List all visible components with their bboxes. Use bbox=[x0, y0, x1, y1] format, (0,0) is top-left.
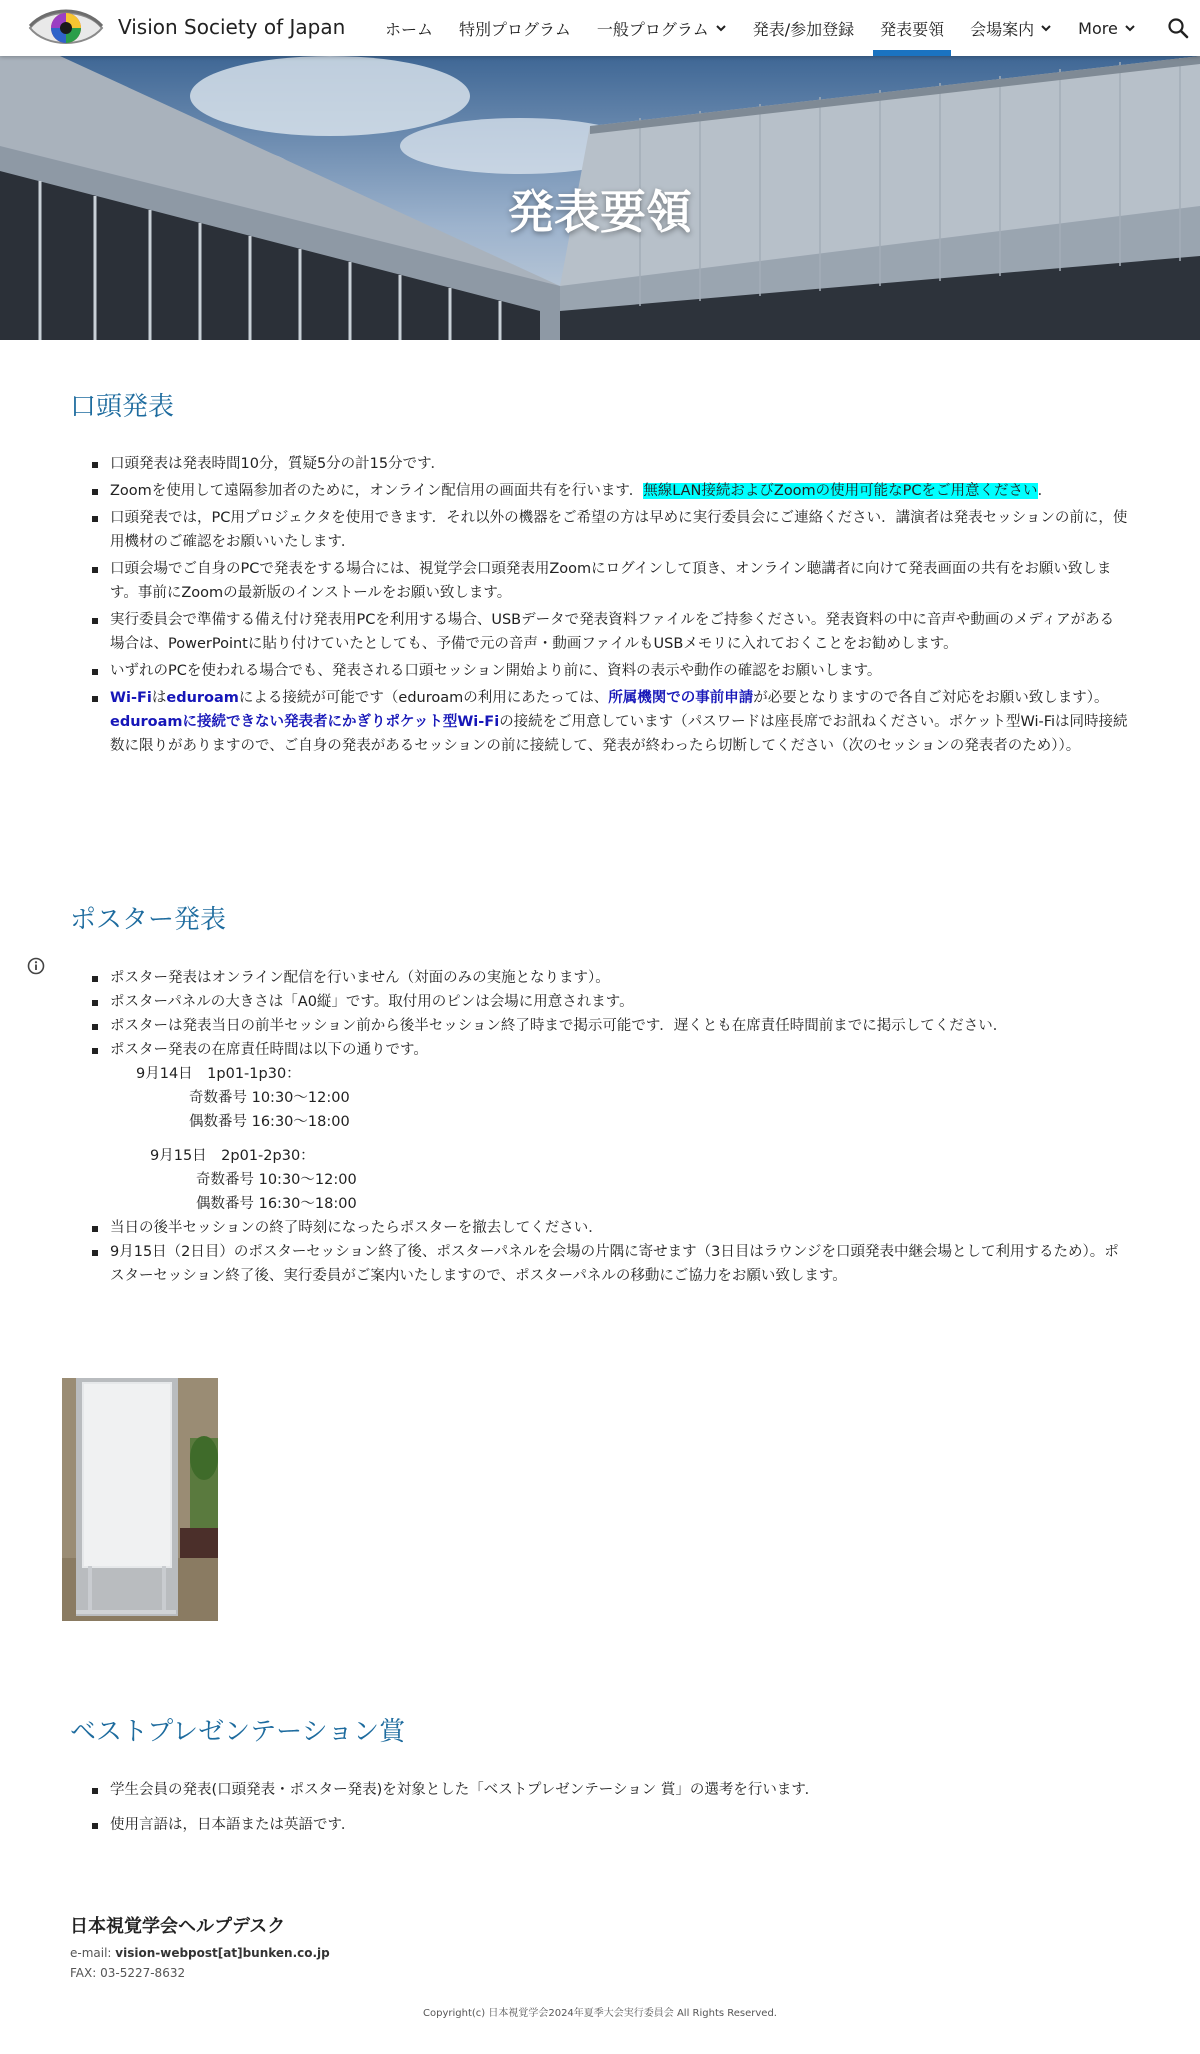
eduroam-link[interactable]: eduroam bbox=[166, 690, 239, 706]
list-item-text: Zoomを使用して遠隔参加者のために，オンライン配信用の画面共有を行います． bbox=[110, 483, 644, 499]
oral-guidelines-list bbox=[88, 452, 1128, 758]
schedule-day1-even: 偶数番号 16:30〜18:00 bbox=[189, 1114, 350, 1130]
helpdesk-title: 日本視覚学会ヘルプデスク bbox=[70, 1916, 286, 1937]
award-guidelines-list bbox=[88, 1778, 1128, 1837]
page-title: 発表要領 bbox=[508, 185, 692, 239]
nav-item-more[interactable] bbox=[1065, 0, 1149, 56]
list-item-text: ポスターは発表当日の前半セッション前から後半セッション終了時まで掲示可能です．遅くとも在席責任時間前までに掲示してください． bbox=[110, 1018, 1008, 1034]
section-heading-poster: ポスター発表 bbox=[70, 905, 227, 935]
list-item bbox=[88, 659, 1128, 683]
list-item-text: 口頭発表は発表時間10分，質疑5分の計15分です． bbox=[110, 456, 445, 472]
email-label: e-mail: bbox=[70, 1946, 116, 1960]
list-item-text: 当日の後半セッションの終了時刻になったらポスターを撤去してください． bbox=[110, 1220, 603, 1236]
hero-banner bbox=[0, 56, 1200, 340]
list-item bbox=[88, 506, 1128, 554]
schedule-day2-even: 偶数番号 16:30〜18:00 bbox=[196, 1196, 357, 1212]
wifi-link[interactable]: Wi-Fi bbox=[110, 690, 152, 706]
list-item-text: 口頭会場でご自身のPCで発表をする場合には、視覚学会口頭発表用Zoomにログインして頂き、オンライン聴講者に向けて発表画面の共有をお願い致します。事前にZoomの最新版のインストールをお願い致します。 bbox=[110, 561, 1112, 601]
list-item-text: ポスター発表の在席責任時間は以下の通りです。 bbox=[110, 1042, 428, 1058]
schedule-day1-title: 9月14日 1p01‐1p30： bbox=[136, 1066, 301, 1082]
schedule-day2-odd: 奇数番号 10:30〜12:00 bbox=[196, 1172, 357, 1188]
chevron-down-icon[interactable] bbox=[1040, 22, 1052, 34]
list-item-text: 9月15日（2日目）のポスターセッション終了後、ポスターパネルを会場の片隅に寄せます（3日目はラウンジを口頭発表中継会場として利用するため）。ポスターセッション終了後、実行委員がご案内いたしますので、ポスターパネルの移動にご協力をお願い致します。 bbox=[110, 1244, 1119, 1284]
schedule-day1-odd: 奇数番号 10:30〜12:00 bbox=[189, 1090, 350, 1106]
list-item-text: の接続をご用意しています（パスワードは座長席でお訊ねください。ポケット型Wi-Fiは同時接続数に限りがありますので、ご自身の発表があるセッションの前に接続して、発表が終わったら切断してください（次のセッションの発表者のため））。 bbox=[110, 714, 1128, 754]
nav-item-label: 一般プログラム bbox=[596, 19, 709, 39]
list-item-text: が必要となりますので各自ご対応をお願い致します）。 bbox=[753, 690, 1109, 706]
list-item-text: は bbox=[151, 690, 167, 706]
list-item-text: 口頭発表では，PC用プロジェクタを使用できます．それ以外の機器をご希望の方は早めに実行委員会にご連絡ください．講演者は発表セッションの前に，使用機材のご確認をお願いいたします． bbox=[110, 510, 1128, 550]
poster-panel-illustration bbox=[62, 1378, 218, 1621]
nav-item-label: 会場案内 bbox=[970, 19, 1035, 39]
chevron-down-icon[interactable] bbox=[1124, 22, 1136, 34]
top-navigation-bar bbox=[0, 0, 1200, 56]
list-item-text: いずれのPCを使われる場合でも、発表される口頭セッション開始より前に、資料の表示や動作の確認をお願いします。 bbox=[110, 663, 882, 679]
nav-item-special-program[interactable] bbox=[446, 0, 584, 56]
nav-item-label: 発表要領 bbox=[880, 19, 945, 39]
nav-item-venue[interactable] bbox=[957, 0, 1065, 56]
list-item bbox=[88, 557, 1128, 605]
list-item-text: 使用言語は，日本語または英語です． bbox=[110, 1817, 356, 1833]
list-item bbox=[88, 1014, 1128, 1038]
poster-guidelines-list bbox=[88, 966, 1128, 1288]
nav-item-registration[interactable] bbox=[740, 0, 867, 56]
list-item bbox=[88, 1216, 1128, 1240]
list-item bbox=[88, 608, 1128, 656]
list-item bbox=[88, 990, 1128, 1014]
section-heading-award: ベストプレゼンテーション賞 bbox=[70, 1717, 406, 1747]
poster-panel-photo bbox=[62, 1378, 218, 1621]
list-item-text: 実行委員会で準備する備え付け発表用PCを利用する場合、USBデータで発表資料ファイルをご持参ください。発表資料の中に音声や動画のメディアがある場合は、PowerPointに貼り付けていたとしても、予備で元の音声・動画ファイルもUSBメモリに入れておくことをお勧めします。 bbox=[110, 612, 1115, 652]
list-item-text: 学生会員の発表(口頭発表・ポスター発表)を対象とした「ベストプレゼンテーション 賞」の選考を行います． bbox=[110, 1782, 820, 1798]
eye-logo-icon[interactable] bbox=[28, 6, 104, 50]
schedule-day2-title: 9月15日 2p01‐2p30： bbox=[150, 1148, 315, 1164]
email-value: vision-webpost[at]bunken.co.jp bbox=[115, 1946, 330, 1960]
nav-item-label: 発表/参加登録 bbox=[752, 19, 855, 39]
nav-item-label: More bbox=[1078, 18, 1118, 38]
highlighted-notice: 無線LAN接続およびZoomの使用可能なPCをご用意ください bbox=[643, 483, 1038, 499]
copyright-notice: Copyright(c) 日本視覚学会2024年夏季大会実行委員会 All Rights Reserved. bbox=[423, 2008, 777, 2019]
list-item bbox=[88, 1240, 1128, 1288]
list-item bbox=[88, 1038, 1128, 1216]
list-item-text: による接続が可能です（eduroamの利用にあたっては、 bbox=[238, 690, 609, 706]
list-item bbox=[88, 1813, 1128, 1837]
list-item bbox=[88, 686, 1128, 758]
section-heading-oral: 口頭発表 bbox=[70, 392, 175, 422]
prior-application-link[interactable]: 所属機関での事前申請 bbox=[608, 690, 754, 706]
list-item-text: ポスターパネルの大きさは「A0縦」です。取付用のピンは会場に用意されます。 bbox=[110, 994, 634, 1010]
list-item-text: ポスター発表はオンライン配信を行いません（対面のみの実施となります）。 bbox=[110, 970, 610, 986]
site-title[interactable]: Vision Society of Japan bbox=[118, 15, 346, 39]
list-item bbox=[88, 479, 1128, 503]
info-icon[interactable] bbox=[26, 956, 46, 976]
chevron-down-icon[interactable] bbox=[715, 22, 727, 34]
main-nav bbox=[372, 0, 1149, 56]
helpdesk-fax: FAX: 03-5227-8632 bbox=[70, 1966, 186, 1980]
nav-item-label: ホーム bbox=[385, 19, 434, 39]
search-icon[interactable] bbox=[1166, 16, 1190, 40]
nav-item-home[interactable] bbox=[372, 0, 446, 56]
list-item-text: ． bbox=[1037, 483, 1053, 499]
list-item bbox=[88, 1778, 1128, 1802]
list-item bbox=[88, 452, 1128, 476]
list-item bbox=[88, 966, 1128, 990]
nav-item-general-program[interactable] bbox=[584, 0, 740, 56]
nav-item-presentation-guide[interactable] bbox=[867, 0, 957, 56]
nav-item-label: 特別プログラム bbox=[459, 19, 571, 39]
pocket-wifi-link[interactable]: eduroamに接続できない発表者にかぎりポケット型Wi-Fi bbox=[110, 714, 500, 730]
helpdesk-email bbox=[70, 1946, 330, 1960]
